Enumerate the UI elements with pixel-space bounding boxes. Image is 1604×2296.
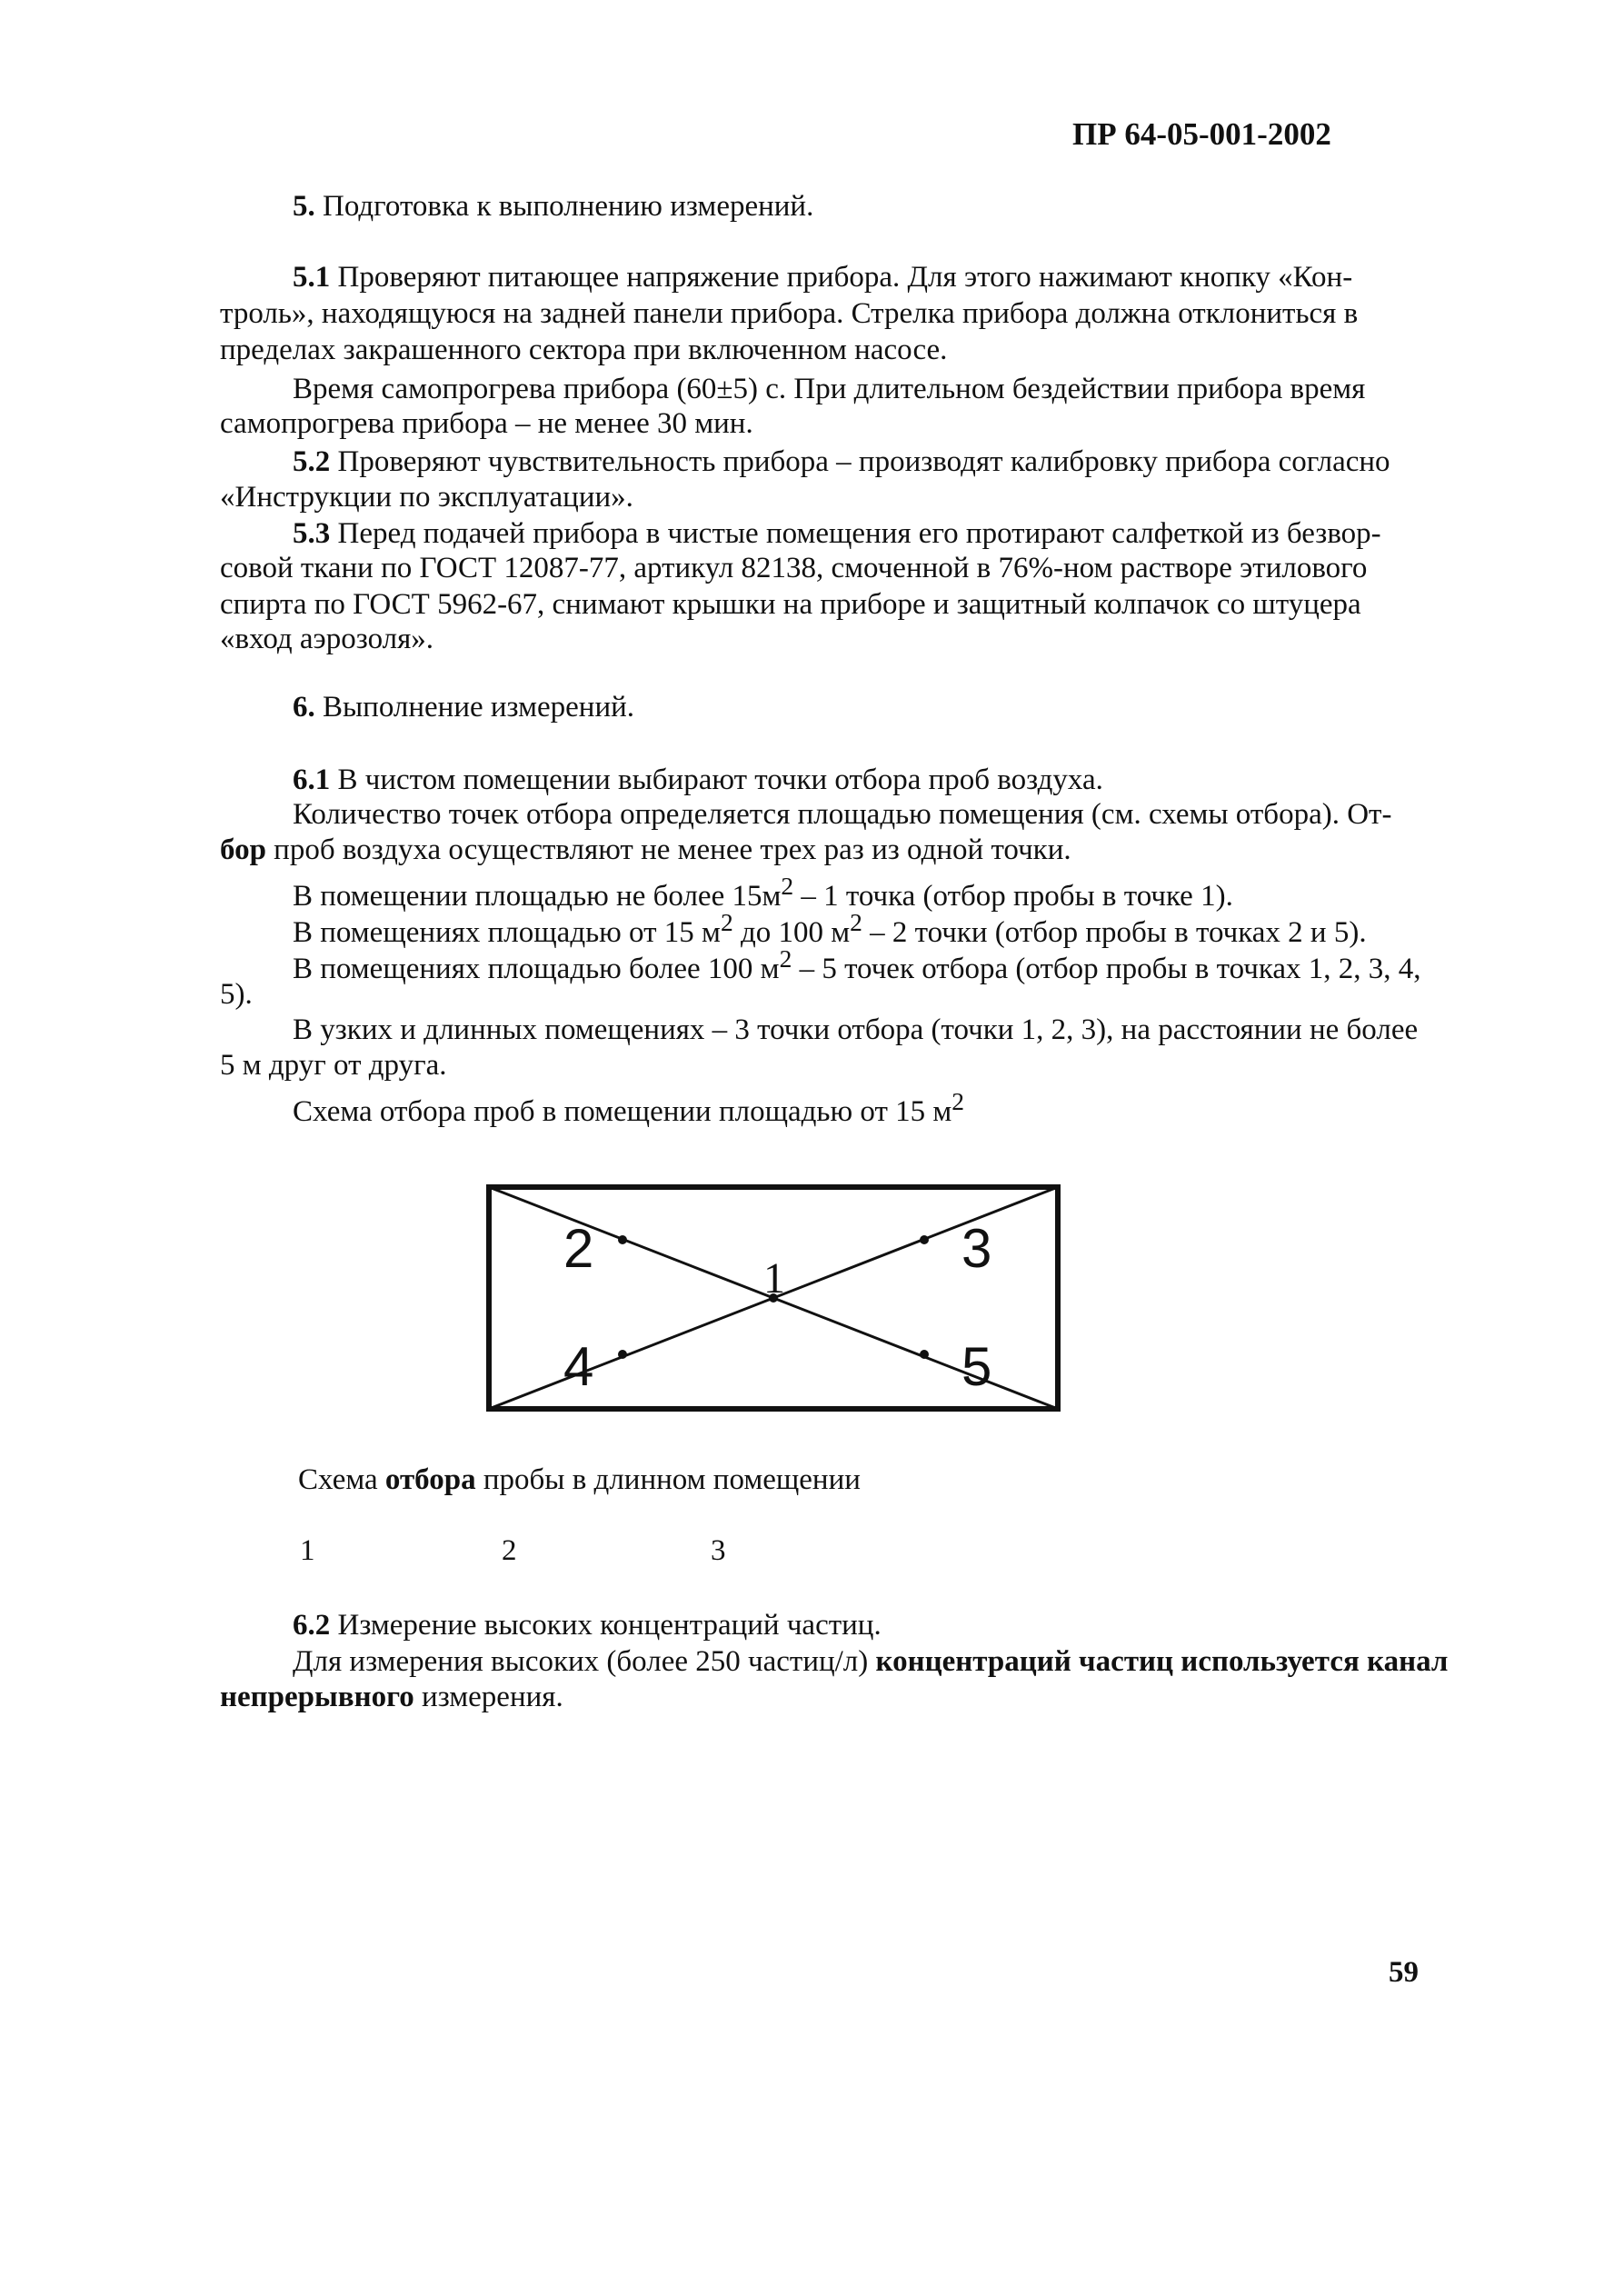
sample-point-4 bbox=[618, 1350, 627, 1359]
long-room-point-2: 2 bbox=[502, 1534, 517, 1567]
section-6-heading: 6. Выполнение измерений. bbox=[293, 691, 635, 724]
sample-point-2 bbox=[618, 1235, 627, 1244]
para-area-1: В помещении площадью не более $15м^2 - 1$ точка (отбор пробы в точке 1). bbox=[293, 872, 1233, 913]
para-5-2-line-1: 5.2 Проверяют чувствительность прибора – производят калибровку прибора согласно bbox=[293, 445, 1390, 478]
para-high-line-1: Для измерения высоких (более 250 частиц/л) концентраций частиц используется канал bbox=[293, 1645, 1449, 1678]
scheme-title: Схема отбора проб в помещении площадью от 15 $м^2$ bbox=[293, 1087, 964, 1128]
sampling-scheme-diagram bbox=[482, 1180, 1081, 1425]
para-heat-line-1: Время самопрогрева прибора (60±5) с. При длительном бездействии прибора время bbox=[293, 373, 1366, 405]
para-area-3-line-1: В помещениях площадью более 100 $м^2 - 5$ точек отбора (отбор пробы в точках 1, 2, 3, 4, bbox=[293, 944, 1421, 985]
para-5-3-line-2: совой ткани по ГОСТ 12087-77, артикул 82138, смоченной в 76%-ном растворе этилового bbox=[220, 552, 1368, 584]
para-heat-line-2: самопрогрева прибора – не менее 30 мин. bbox=[220, 407, 753, 440]
label-point-4: 4 bbox=[563, 1336, 594, 1397]
label-point-2: 2 bbox=[563, 1218, 594, 1279]
para-6-1-line-1: 6.1 В чистом помещении выбирают точки отбора проб воздуха. bbox=[293, 764, 1103, 796]
para-narrow-line-2: 5 м друг от друга. bbox=[220, 1049, 447, 1082]
para-5-1-line-2: троль», находящуюся на задней панели прибора. Стрелка прибора должна отклониться в bbox=[220, 297, 1359, 330]
para-5-3-line-4: «вход аэрозоля». bbox=[220, 623, 434, 655]
label-point-1: 1 bbox=[763, 1254, 785, 1303]
section-5-heading: 5. Подготовка к выполнению измерений. bbox=[293, 190, 814, 223]
sample-point-5 bbox=[920, 1350, 929, 1359]
label-point-3: 3 bbox=[961, 1218, 992, 1279]
para-5-3-line-1: 5.3 Перед подачей прибора в чистые помещения его протирают салфеткой из безвор- bbox=[293, 517, 1381, 550]
para-5-2-line-2: «Инструкции по эксплуатации». bbox=[220, 481, 633, 514]
sample-point-3 bbox=[920, 1235, 929, 1244]
para-area-2: В помещениях площадью от 15 $м^2$ до 100 $м^2 - 2$ точки (отбор пробы в точках 2 и 5). bbox=[293, 908, 1367, 949]
para-5-1-line-3: пределах закрашенного сектора при включенном насосе. bbox=[220, 334, 948, 366]
long-room-point-3: 3 bbox=[711, 1534, 726, 1567]
para-high-line-2: непрерывного измерения. bbox=[220, 1681, 563, 1713]
para-area-3-line-2: 5). bbox=[220, 978, 253, 1011]
para-6-2-line-1: 6.2 Измерение высоких концентраций частиц. bbox=[293, 1609, 882, 1642]
document-code: ПР 64-05-001-2002 bbox=[1072, 116, 1331, 152]
long-room-point-1: 1 bbox=[300, 1534, 315, 1567]
para-5-1-line-1: 5.1 Проверяют питающее напряжение прибора. Для этого нажимают кнопку «Кон- bbox=[293, 261, 1353, 294]
para-5-3-line-3: спирта по ГОСТ 5962-67, снимают крышки на приборе и защитный колпачок со штуцера bbox=[220, 588, 1361, 621]
para-narrow-line-1: В узких и длинных помещениях – 3 точки отбора (точки 1, 2, 3), на расстоянии не более bbox=[293, 1013, 1419, 1046]
long-room-scheme-title: Схема отбора пробы в длинном помещении bbox=[298, 1463, 861, 1496]
para-count-line-1: Количество точек отбора определяется площадью помещения (см. схемы отбора). От- bbox=[293, 798, 1392, 831]
page-number: 59 bbox=[1389, 1956, 1419, 1989]
para-count-line-2: бор проб воздуха осуществляют не менее трех раз из одной точки. bbox=[220, 834, 1071, 866]
label-point-5: 5 bbox=[961, 1336, 992, 1397]
